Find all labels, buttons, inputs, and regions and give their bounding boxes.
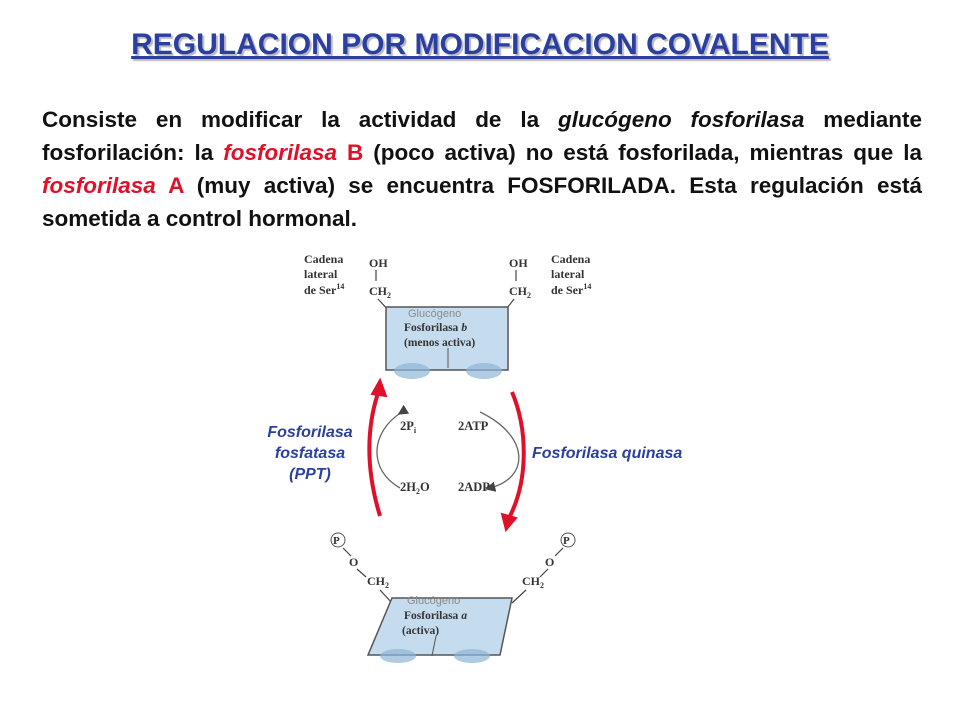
bottom-left-side-chain [331,533,392,603]
top-left-side-chain [304,252,391,312]
side-chain-label: de Ser$^{14}$ [551,282,592,297]
paragraph-text: (poco activa) no está fosforilada, mientras que la [363,140,922,165]
phosphatase-label-line: (PPT) [289,466,331,483]
enzyme-activity: (menos activa) [404,337,476,349]
paragraph-text: Consiste en modificar la actividad de la [42,107,558,132]
top-right-side-chain [504,252,591,312]
atp-label: 2ATP [458,419,489,433]
phosphatase-label [250,422,370,485]
side-chain-label: lateral [551,267,585,281]
paragraph-highlight-fosforilasa-b: fosforilasa [223,140,338,165]
side-chain-label: lateral [304,267,338,281]
methylene-group: $CH_2$ [369,284,391,300]
side-chain-label: de Ser$^{14}$ [304,282,345,297]
paragraph-text: (muy activa) se encuentra FOSFORILADA. Esta regulación está sometida a control hormonal. [42,173,922,231]
oxygen-atom: O [349,555,359,569]
paragraph-text: mediante fosforilación: la [42,107,923,165]
methylene-group: $CH_2$ [367,574,389,590]
enzyme-activity: (activa) [402,625,440,637]
glycogen-label: Glucógeno [407,595,461,607]
phosphorylase-b-enzyme [386,307,508,379]
phosphate-group: P [333,535,340,547]
paragraph-highlight-fosforilasa-a: fosforilasa [42,173,156,198]
reaction-reagents [400,419,490,496]
page-title: REGULACION POR MODIFICACION COVALENTE [131,28,829,61]
paragraph-enzyme-name: glucógeno fosforilasa [557,107,805,132]
adp-label: 2ADP [458,480,490,494]
oxygen-atom: O [545,555,555,569]
methylene-group: $CH_2$ [509,284,531,300]
enzyme-name: Fosforilasa b [404,322,468,334]
bottom-right-side-chain [512,533,575,603]
side-chain-label: Cadena [304,252,344,266]
methylene-group: $CH_2$ [522,574,544,590]
side-chain-label: Cadena [551,252,591,266]
kinase-arrow [502,392,524,530]
kinase-label: Fosforilasa quinasa [532,445,683,462]
phosphate-group: P [563,535,570,547]
enzyme-name: Fosforilasa a [404,610,468,622]
hydroxyl-group: OH [369,256,388,270]
paragraph-highlight-b: B [337,140,364,165]
hydroxyl-group: OH [509,256,528,270]
paragraph-highlight-a: A [155,173,184,198]
inorganic-phosphate: $2P_i$ [400,419,417,435]
water-label: $2H_2O$ [400,480,430,496]
glycogen-label: Glucógeno [408,308,462,320]
phosphatase-label-line: Fosforilasa [267,424,353,441]
phosphorylase-a-enzyme [368,595,512,663]
phosphatase-label-line: fosfatasa [274,445,346,462]
